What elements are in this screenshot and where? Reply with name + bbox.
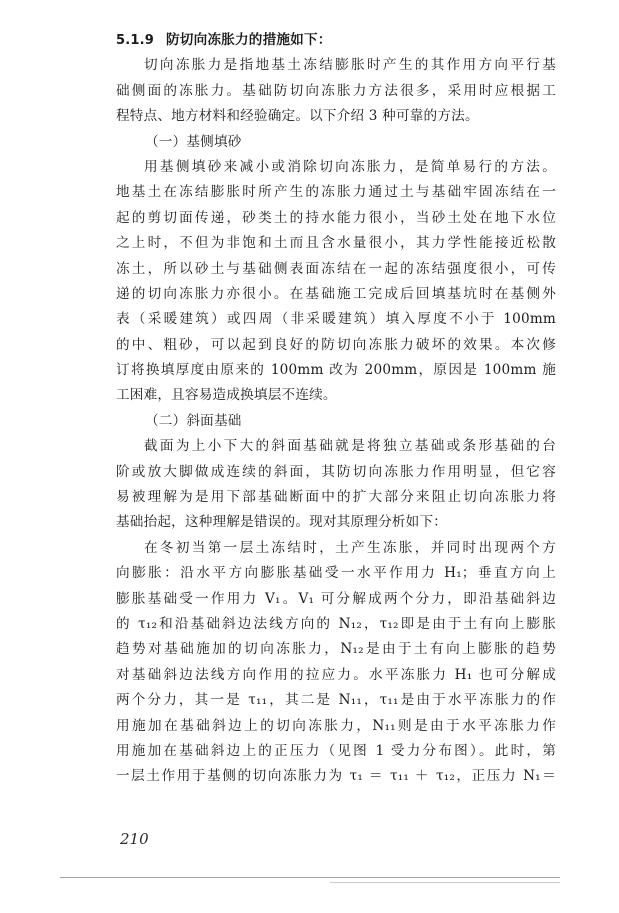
text-line: 两个分力，其一是 τ₁₁，其二是 N₁₁，τ₁₁是由于水平冻胀力的作	[116, 692, 556, 709]
text-line: 表（采暖建筑）或四周（非采暖建筑）填入厚度不小于 100mm	[116, 311, 556, 328]
subheading: （一）基侧填砂	[145, 133, 242, 150]
text-line: 之上时，不但为非饱和土而且含水量很小，其力学性能接近松散	[116, 235, 556, 252]
text-line: 订将换填厚度由原来的 100mm 改为 200mm，原因是 100mm 施	[116, 362, 556, 379]
section-number: 5.1.9	[116, 33, 155, 48]
text-line: 易被理解为是用下部基础断面中的扩大部分来阻止切向冻胀力将	[116, 489, 556, 506]
page-number: 210	[120, 830, 149, 848]
text-line: 递的切向冻胀力亦很小。在基础施工完成后回填基坑时在基侧外	[116, 285, 556, 302]
text-line: 切向冻胀力是指地基土冻结膨胀时产生的其作用方向平行基	[144, 57, 556, 74]
text-line: 的 τ₁₂和沿基础斜边法线方向的 N₁₂，τ₁₂即是由于土有向上膨胀	[116, 615, 556, 632]
text-line: 在冬初当第一层土冻结时，土产生冻胀，并同时出现两个方	[144, 539, 556, 556]
text-line: 基础抬起，这种理解是错误的。现对其原理分析如下：	[116, 514, 448, 531]
document-body	[116, 28, 556, 790]
text-line: 阶或放大脚做成连续的斜面，其防切向冻胀力作用明显，但它容	[116, 463, 556, 480]
text-line: 截面为上小下大的斜面基础就是将独立基础或条形基础的台	[144, 438, 556, 455]
text-line: 对基础斜边法线方向作用的拉应力。水平冻胀力 H₁ 也可分解成	[116, 666, 556, 683]
text-line: 地基土在冻结膨胀时所产生的冻胀力通过土与基础牢固冻结在一	[116, 184, 556, 201]
bottom-rule-secondary	[330, 882, 560, 883]
text-line: 工困难，且容易造成换填层不连续。	[116, 387, 337, 404]
text-line: 础侧面的冻胀力。基础防切向冻胀力方法很多，采用时应根据工	[116, 82, 556, 99]
text-line: 用施加在基础斜边上的切向冻胀力，N₁₁则是由于水平冻胀力作	[116, 717, 556, 734]
text-line: 冻土，所以砂土与基础侧表面冻结在一起的冻结强度很小，可传	[116, 260, 556, 277]
text-line: 用基侧填砂来减小或消除切向冻胀力，是简单易行的方法。	[144, 158, 556, 175]
section-heading	[116, 28, 556, 53]
text-line: 用施加在基础斜边上的正压力（见图 1 受力分布图）。此时，第	[116, 742, 556, 759]
text-line: 程特点、地方材料和经验确定。以下介绍 3 种可靠的方法。	[116, 108, 479, 125]
section-title: 防切向冻胀力的措施如下：	[166, 32, 332, 48]
bottom-rule	[60, 877, 560, 878]
text-line: 膨胀基础受一作用力 V₁。V₁ 可分解成两个分力，即沿基础斜边	[116, 590, 556, 607]
text-line: 趋势对基础施加的切向冻胀力，N₁₂是由于土有向上膨胀的趋势	[116, 641, 556, 658]
subheading: （二）斜面基础	[145, 412, 242, 429]
text-line: 的中、粗砂，可以起到良好的防切向冻胀力破坏的效果。本次修	[116, 336, 556, 353]
text-line: 一层土作用于基侧的切向冻胀力为 τ₁ ＝ τ₁₁ ＋ τ₁₂，正压力 N₁＝	[116, 768, 556, 785]
text-line: 起的剪切面传递，砂类土的持水能力很小，当砂土处在地下水位	[116, 209, 556, 226]
text-line: 向膨胀：沿水平方向膨胀基础受一水平作用力 H₁；垂直方向上	[116, 565, 556, 582]
